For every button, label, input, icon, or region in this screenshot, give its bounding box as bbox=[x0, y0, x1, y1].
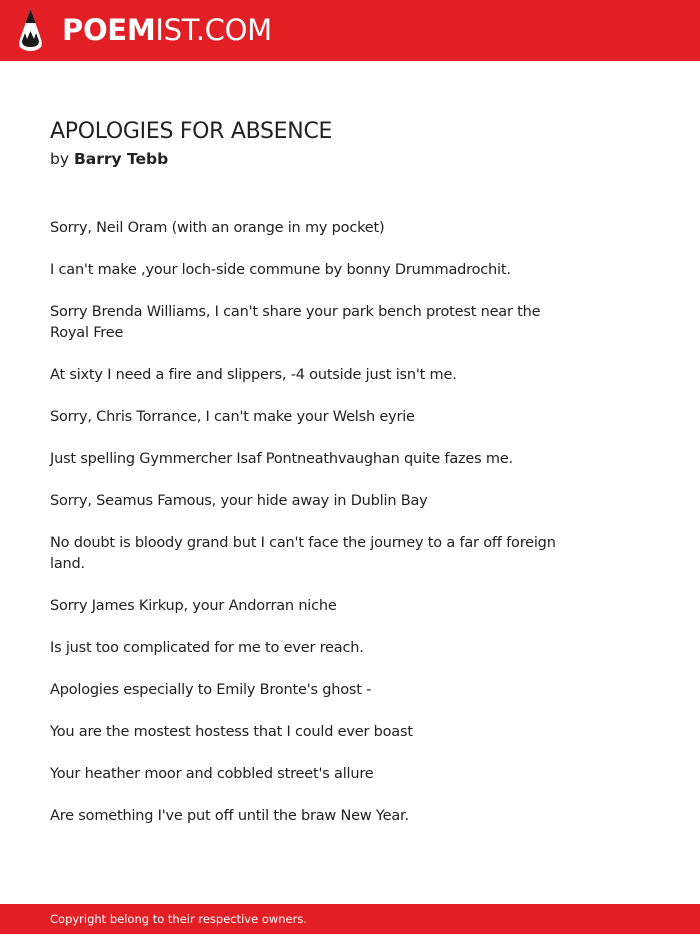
poem-line: Sorry Brenda Williams, I can't share your park bench protest near the Royal Free bbox=[50, 304, 541, 341]
poem-body bbox=[50, 218, 575, 848]
poem-line: I can't make ,your loch-side commune by bonny Drummadrochit. bbox=[50, 262, 511, 278]
poem-line: Sorry, Neil Oram (with an orange in my pocket) bbox=[50, 220, 385, 236]
site-header bbox=[0, 0, 700, 61]
site-logo-wordmark[interactable] bbox=[62, 12, 272, 48]
poem-line: Sorry, Seamus Famous, your hide away in Dublin Bay bbox=[50, 493, 428, 509]
poem-line: Is just too complicated for me to ever reach. bbox=[50, 640, 364, 656]
poem-title: APOLOGIES FOR ABSENCE bbox=[50, 119, 333, 144]
poem-line: At sixty I need a fire and slippers, -4 outside just isn't me. bbox=[50, 367, 457, 383]
pencil-tip-icon[interactable] bbox=[17, 9, 44, 52]
logo-text-light: IST.COM bbox=[155, 13, 272, 47]
poem-line: No doubt is bloody grand but I can't face the journey to a far off foreign land. bbox=[50, 535, 556, 572]
author-name: Barry Tebb bbox=[73, 150, 169, 168]
logo-text-bold: POEM bbox=[62, 13, 156, 47]
poem-line: Sorry James Kirkup, your Andorran niche bbox=[50, 598, 337, 614]
site-footer bbox=[0, 904, 700, 934]
by-label: by bbox=[50, 150, 70, 168]
poem-line: Sorry, Chris Torrance, I can't make your Welsh eyrie bbox=[50, 409, 415, 425]
poem-line: Just spelling Gymmercher Isaf Pontneathvaughan quite fazes me. bbox=[50, 451, 513, 467]
poem-line: Are something I've put off until the braw New Year. bbox=[50, 808, 409, 824]
poem-line: Apologies especially to Emily Bronte's ghost - bbox=[50, 682, 372, 698]
poem-byline bbox=[50, 148, 168, 170]
poem-line: Your heather moor and cobbled street's allure bbox=[50, 766, 374, 782]
poem-line: You are the mostest hostess that I could ever boast bbox=[50, 724, 413, 740]
copyright-notice: Copyright belong to their respective owners. bbox=[50, 912, 308, 926]
